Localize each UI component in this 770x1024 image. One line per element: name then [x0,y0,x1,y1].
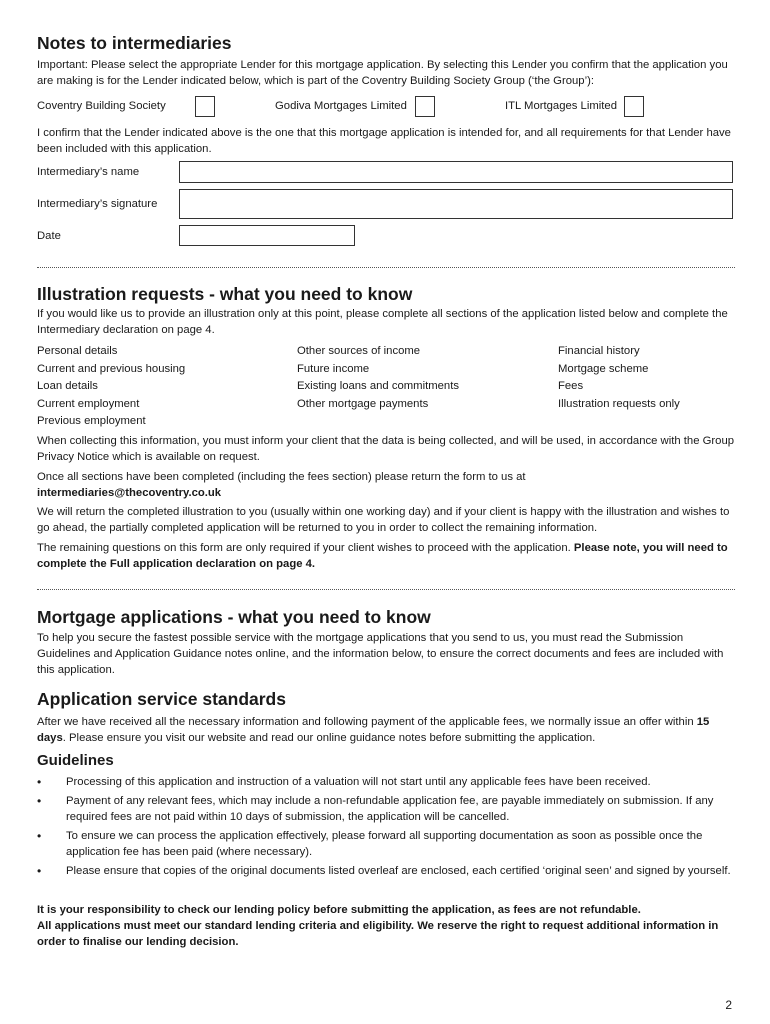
lender-label-itl: ITL Mortgages Limited [505,100,617,112]
guideline-item: • Payment of any relevant fees, which may include a non-refundable application fee, are payable immediately on submission. If any required fees are not paid within 10 days of submission, the application will be cancelled. [37,793,735,825]
notes-intro: Important: Please select the appropriate Lender for this mortgage application. By selecting this Lender you confirm that the application you are making is for the Lender indicated below, which is part of the Coventry Building Society Group (‘the Group’): [37,59,728,87]
guideline-item: • Please ensure that copies of the original documents listed overleaf are enclosed, each certified ‘original seen’ and signed by yourself. [37,863,735,879]
mortgage-intro: To help you secure the fastest possible service with the mortgage applications that you send to us, you must read the Submission Guidelines and Application Guidance notes online, and the information below, to ensure the correct documents and fees are included with this application. [37,632,724,676]
service-standards-title: Application service standards [37,689,286,709]
page-number: 2 [725,998,732,1012]
section-divider [37,267,735,268]
sections-column-3 [558,343,680,431]
list-item: Existing loans and commitments [297,380,459,392]
lending-policy-notice: It is your responsibility to check our lending policy before submitting the application, as fees are not refundable. [37,904,641,916]
sections-column-2 [297,343,558,431]
illustration-intro: If you would like us to provide an illustration only at this point, please complete all sections of the application listed below and complete the Intermediary declaration on page 4. [37,308,728,336]
list-item: Fees [558,380,584,392]
service-text-after: . Please ensure you visit our website and read our online guidance notes before submitting the application. [62,732,596,744]
guideline-item: • Processing of this application and instruction of a valuation will not start until any applicable fees have been received. [37,774,735,790]
list-item: Previous employment [37,415,146,427]
list-item: Other sources of income [297,345,421,357]
section-divider [37,589,735,590]
lender-selection [37,94,735,118]
illustration-title: Illustration requests - what you need to know [37,284,413,304]
intermediary-name-row [37,161,735,183]
guideline-item: • To ensure we can process the application effectively, please forward all supporting documentation as soon as possible once the application fee has been paid (where necessary). [37,828,735,860]
intermediary-name-label: Intermediary’s name [37,166,140,178]
list-item: Current employment [37,397,140,410]
intermediary-signature-row [37,189,735,219]
intermediary-signature-label: Intermediary’s signature [37,198,158,210]
intermediary-signature-input[interactable] [179,189,733,219]
list-item: Other mortgage payments [297,397,429,410]
sections-column-1 [37,343,297,431]
list-item: Illustration requests only [558,397,680,410]
list-item: Loan details [37,380,98,392]
coventry-checkbox[interactable] [195,96,215,117]
lender-option-coventry [37,96,275,117]
remaining-text: The remaining questions on this form are only required if your client wishes to proceed with the application. [37,542,571,554]
remaining-bold-text: Please note, you will need to complete the Full application declaration on page 4. [37,542,728,570]
email-link[interactable]: intermediaries@thecoventry.co.uk [37,487,222,499]
list-item: Personal details [37,345,118,357]
itl-checkbox[interactable] [624,96,644,117]
lender-confirmation: I confirm that the Lender indicated above is the one that this mortgage application is intended for, and all requirements for that Lender have been included with this application. [37,127,731,155]
list-item: Financial history [558,345,640,357]
list-item: Mortgage scheme [558,362,649,375]
intermediary-name-input[interactable] [179,161,733,183]
required-sections-list [37,343,735,431]
date-row [37,225,735,246]
return-text: Once all sections have been completed (including the fees section) please return the form to us at [37,471,526,483]
list-item: Future income [297,362,370,375]
list-item: Current and previous housing [37,362,186,375]
guidelines-list [37,774,735,882]
return-instructions [37,469,735,501]
service-text-before: After we have received all the necessary information and following payment of the applicable fees, we normally issue an offer within [37,716,694,728]
lender-label-godiva: Godiva Mortgages Limited [275,100,407,112]
return-note: We will return the completed illustration to you (usually within one working day) and if your client is happy with the illustration and wishes to go ahead, the partially completed application will be returned to you in order to collect the remaining information. [37,506,730,534]
service-standards-text [37,714,735,746]
lender-option-itl [505,96,644,117]
service-days: 15 days [37,716,710,744]
guidelines-title: Guidelines [37,752,114,769]
date-input[interactable] [179,225,355,246]
godiva-checkbox[interactable] [415,96,435,117]
lending-criteria-notice: All applications must meet our standard lending criteria and eligibility. We reserve the right to request additional information in order to finalise our lending decision. [37,920,719,948]
date-label: Date [37,229,61,242]
remaining-questions [37,540,735,572]
lender-option-godiva [275,96,505,117]
mortgage-title: Mortgage applications - what you need to know [37,607,431,627]
lender-label-coventry: Coventry Building Society [37,100,166,112]
privacy-notice: When collecting this information, you must inform your client that the data is being collected, and will be used, in accordance with the Group Privacy Notice which is available on request. [37,435,735,463]
notes-title: Notes to intermediaries [37,33,232,53]
